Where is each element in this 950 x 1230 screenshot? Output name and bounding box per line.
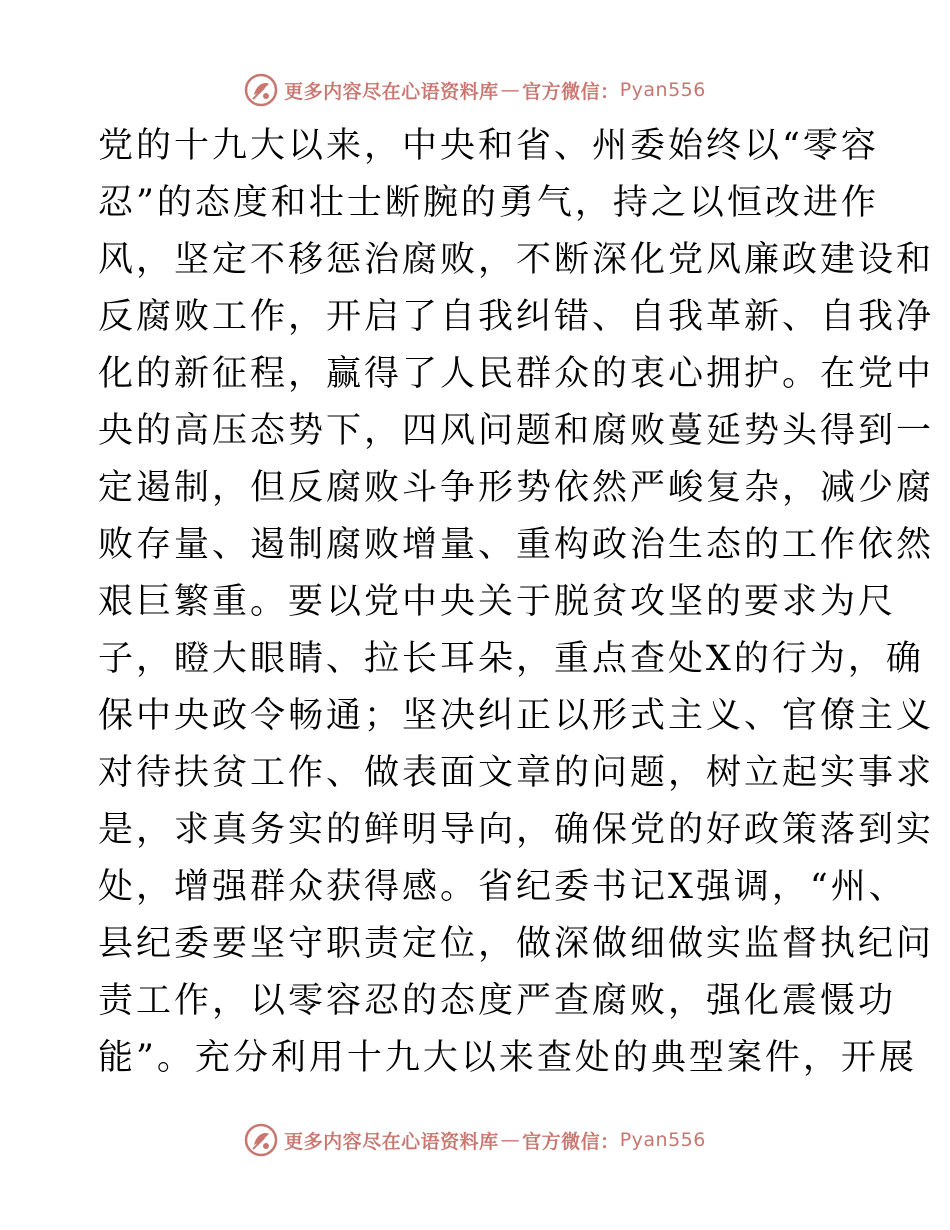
- watermark-dash: —: [500, 1129, 521, 1151]
- watermark-account-label: 官方微信：: [522, 1130, 620, 1153]
- body-line: 定遏制，但反腐败斗争形势依然严峻复杂，减少腐: [98, 468, 935, 508]
- body-line: 处，增强群众获得感。省纪委书记X强调，“州、: [98, 867, 907, 907]
- body-line: 党的十九大以来，中央和省、州委始终以“零容: [98, 126, 879, 166]
- footer-watermark: [0, 1120, 950, 1160]
- watermark-account-label: 官方微信：: [522, 80, 620, 103]
- body-line: 县纪委要坚守职责定位，做深做细做实监督执纪问: [98, 924, 935, 964]
- article-body: [98, 118, 935, 1087]
- body-line: 败存量、遏制腐败增量、重构政治生态的工作依然: [98, 525, 935, 565]
- body-line: 能”。充分利用十九大以来查处的典型案件，开展: [98, 1038, 917, 1078]
- body-line: 对待扶贫工作、做表面文章的问题，树立起实事求: [98, 753, 935, 793]
- body-line: 子，瞪大眼睛、拉长耳朵，重点查处X的行为，确: [98, 639, 924, 679]
- body-line: 忍”的态度和壮士断腕的勇气，持之以恒改进作: [98, 183, 879, 223]
- body-line: 央的高压态势下，四风问题和腐败蔓延势头得到一: [98, 411, 935, 451]
- header-watermark: [0, 70, 950, 110]
- body-line: 保中央政令畅通；坚决纠正以形式主义、官僚主义: [98, 696, 935, 736]
- body-line: 艰巨繁重。要以党中央关于脱贫攻坚的要求为尺: [98, 582, 897, 622]
- body-line: 反腐败工作，开启了自我纠错、自我革新、自我净: [98, 297, 935, 337]
- watermark-account-name: Pyan556: [619, 1129, 706, 1151]
- rose-seal-logo-icon: [244, 73, 278, 107]
- watermark-site-text: 更多内容尽在心语资料库: [284, 80, 499, 103]
- body-line: 是，求真务实的鲜明导向，确保党的好政策落到实: [98, 810, 935, 850]
- watermark-dash: —: [500, 79, 521, 101]
- watermark-site-text: 更多内容尽在心语资料库: [284, 1130, 499, 1153]
- body-line: 风，坚定不移惩治腐败，不断深化党风廉政建设和: [98, 240, 935, 280]
- watermark-account-name: Pyan556: [619, 79, 706, 101]
- rose-seal-logo-icon: [244, 1123, 278, 1157]
- body-line: 责工作，以零容忍的态度严查腐败，强化震慑功: [98, 981, 897, 1021]
- body-line: 化的新征程，赢得了人民群众的衷心拥护。在党中: [98, 354, 935, 394]
